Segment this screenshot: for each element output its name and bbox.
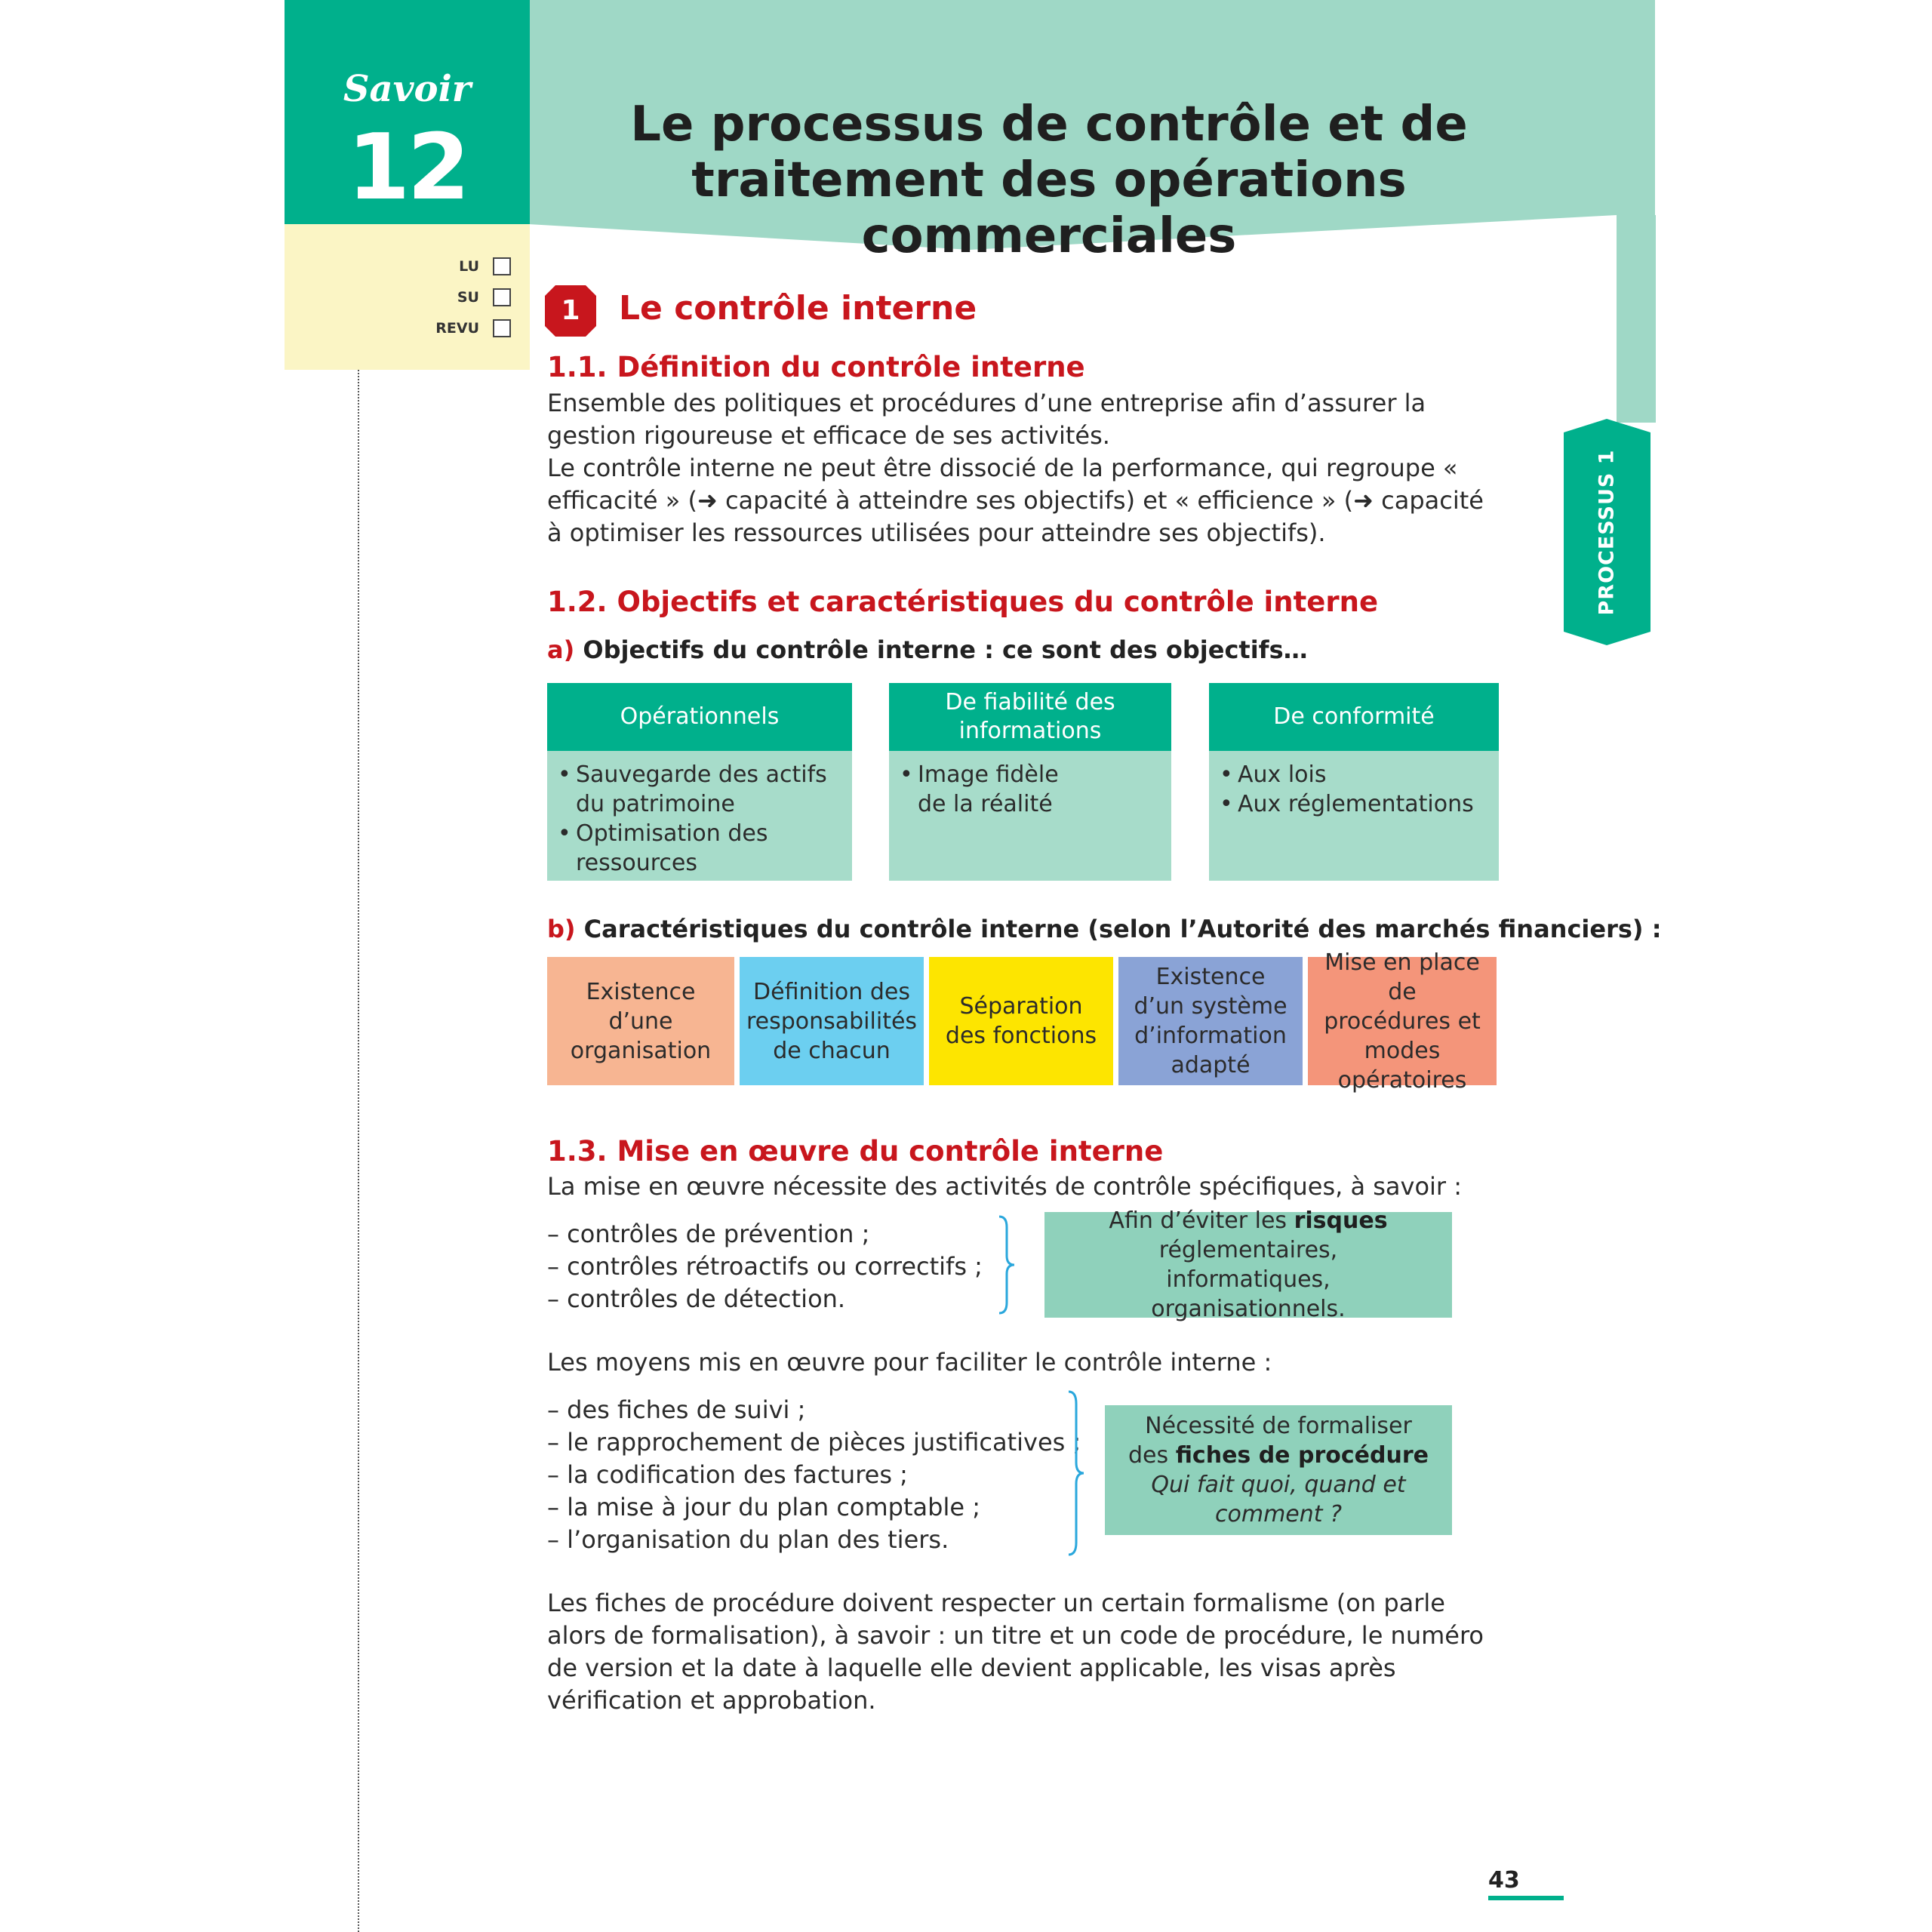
checklist-item-revu[interactable]: [285, 313, 511, 343]
review-checklist: [285, 224, 530, 370]
checkbox[interactable]: [493, 257, 511, 275]
implementation-intro: La mise en œuvre nécessite des activités de contrôle spécifiques, à savoir :: [547, 1172, 1463, 1201]
objective-title: De fiabilité des informations: [889, 683, 1171, 751]
means-intro: Les moyens mis en œuvre pour faciliter le contrôle interne :: [547, 1348, 1272, 1377]
characteristic-box: Existence d’un système d’information adapté: [1118, 957, 1303, 1085]
savoir-number: 12: [347, 115, 467, 220]
objective-item: • Optimisation des ressources: [558, 820, 768, 876]
subheading-a: [547, 635, 1308, 664]
objective-title: De conformité: [1209, 683, 1499, 751]
note-line: Nécessité de formaliser: [1145, 1413, 1412, 1439]
side-tab: [1564, 419, 1651, 645]
page-number-rule: [1488, 1896, 1564, 1900]
characteristic-box: Mise en place de procédures et modes opératoires: [1308, 957, 1497, 1085]
heading-1-3: 1.3. Mise en œuvre du contrôle interne: [547, 1135, 1164, 1168]
subheading-text: Caractéristiques du contrôle interne (selon l’Autorité des marchés financiers) :: [583, 915, 1662, 943]
objective-item: • Aux lois: [1220, 761, 1327, 788]
note-line: des fiches de procédure: [1128, 1442, 1429, 1469]
objective-box-fiabilite: [889, 683, 1171, 881]
characteristic-box: Séparation des fonctions: [929, 957, 1113, 1085]
section-number: 1: [561, 295, 580, 326]
subheading-letter: b): [547, 915, 576, 943]
section-title: Le contrôle interne: [619, 289, 977, 328]
objective-item: • Sauvegarde des actifs du patrimoine: [558, 761, 827, 817]
heading-1-2: 1.2. Objectifs et caractéristiques du contrôle interne: [547, 586, 1379, 618]
checklist-label: REVU: [435, 320, 479, 337]
checkbox[interactable]: [493, 288, 511, 306]
list-item: – la mise à jour du plan comptable ;: [547, 1493, 980, 1521]
page-number: 43: [1488, 1867, 1520, 1894]
subheading-b: [547, 915, 1661, 943]
procedure-note: [1105, 1405, 1452, 1535]
characteristic-box: Définition des responsabilités de chacun: [740, 957, 924, 1085]
controls-list: [547, 1218, 983, 1315]
title-line-1: Le processus de contrôle et de: [630, 97, 1468, 152]
checklist-label: SU: [457, 289, 479, 306]
subheading-letter: a): [547, 635, 575, 664]
list-item: – l’organisation du plan des tiers.: [547, 1525, 949, 1554]
title-line-2: traitement des opérations commerciales: [691, 152, 1407, 264]
list-item: – contrôles de prévention ;: [547, 1220, 870, 1248]
subheading-text: Objectifs du contrôle interne : ce sont des objectifs…: [583, 635, 1308, 664]
note-line: Afin d’éviter les risques: [1109, 1208, 1388, 1234]
note-line: Qui fait quoi, quand et comment ?: [1151, 1472, 1406, 1527]
objective-box-conformite: [1209, 683, 1499, 881]
definition-para-2: Le contrôle interne ne peut être dissocié de la performance, qui regroupe « efficacité » (➜ capacité à atteindre ses objectifs) et « efficience » (➜ capacité à optimiser les ressources utilisées pour atteindre ses objectifs).: [547, 454, 1484, 547]
checklist-item-lu[interactable]: [285, 251, 511, 281]
savoir-label: Savoir: [343, 68, 472, 110]
list-item: – la codification des factures ;: [547, 1460, 908, 1489]
brace-icon: [998, 1215, 1016, 1315]
note-line: réglementaires, informatiques, organisationnels.: [1151, 1237, 1346, 1322]
page-title: [528, 97, 1570, 264]
side-tab-label: PROCESSUS 1: [1595, 448, 1619, 616]
characteristic-box: Existence d’une organisation: [547, 957, 734, 1085]
list-item: – contrôles rétroactifs ou correctifs ;: [547, 1252, 983, 1281]
list-item: – des fiches de suivi ;: [547, 1395, 806, 1424]
brace-icon: [1067, 1390, 1085, 1556]
objective-title: Opérationnels: [547, 683, 852, 751]
definition-para-1: Ensemble des politiques et procédures d’une entreprise afin d’assurer la gestion rigoureuse et efficace de ses activités.: [547, 389, 1426, 450]
margin-dotted-line: [358, 370, 359, 1932]
list-item: – contrôles de détection.: [547, 1284, 846, 1313]
definition-text: [547, 387, 1506, 549]
objective-box-operationnels: [547, 683, 852, 881]
heading-1-1: 1.1. Définition du contrôle interne: [547, 351, 1085, 383]
risk-note: [1044, 1208, 1452, 1322]
checklist-label: LU: [459, 258, 479, 275]
closing-text: Les fiches de procédure doivent respecter un certain formalisme (on parle alors de formalisation), à savoir : un titre et un code de procédure, le numéro de version et la date à laquelle elle devient applicable, les visas après vérification et approbation.: [547, 1589, 1484, 1715]
header-side-strip: [1617, 215, 1656, 423]
checkbox[interactable]: [493, 319, 511, 337]
objective-item: • Aux réglementations: [1220, 791, 1474, 817]
list-item: – le rapprochement de pièces justificatives ;: [547, 1428, 1081, 1457]
objective-item: • Image fidèle de la réalité: [900, 761, 1059, 817]
checklist-item-su[interactable]: [285, 282, 511, 312]
means-list: [547, 1394, 1081, 1556]
